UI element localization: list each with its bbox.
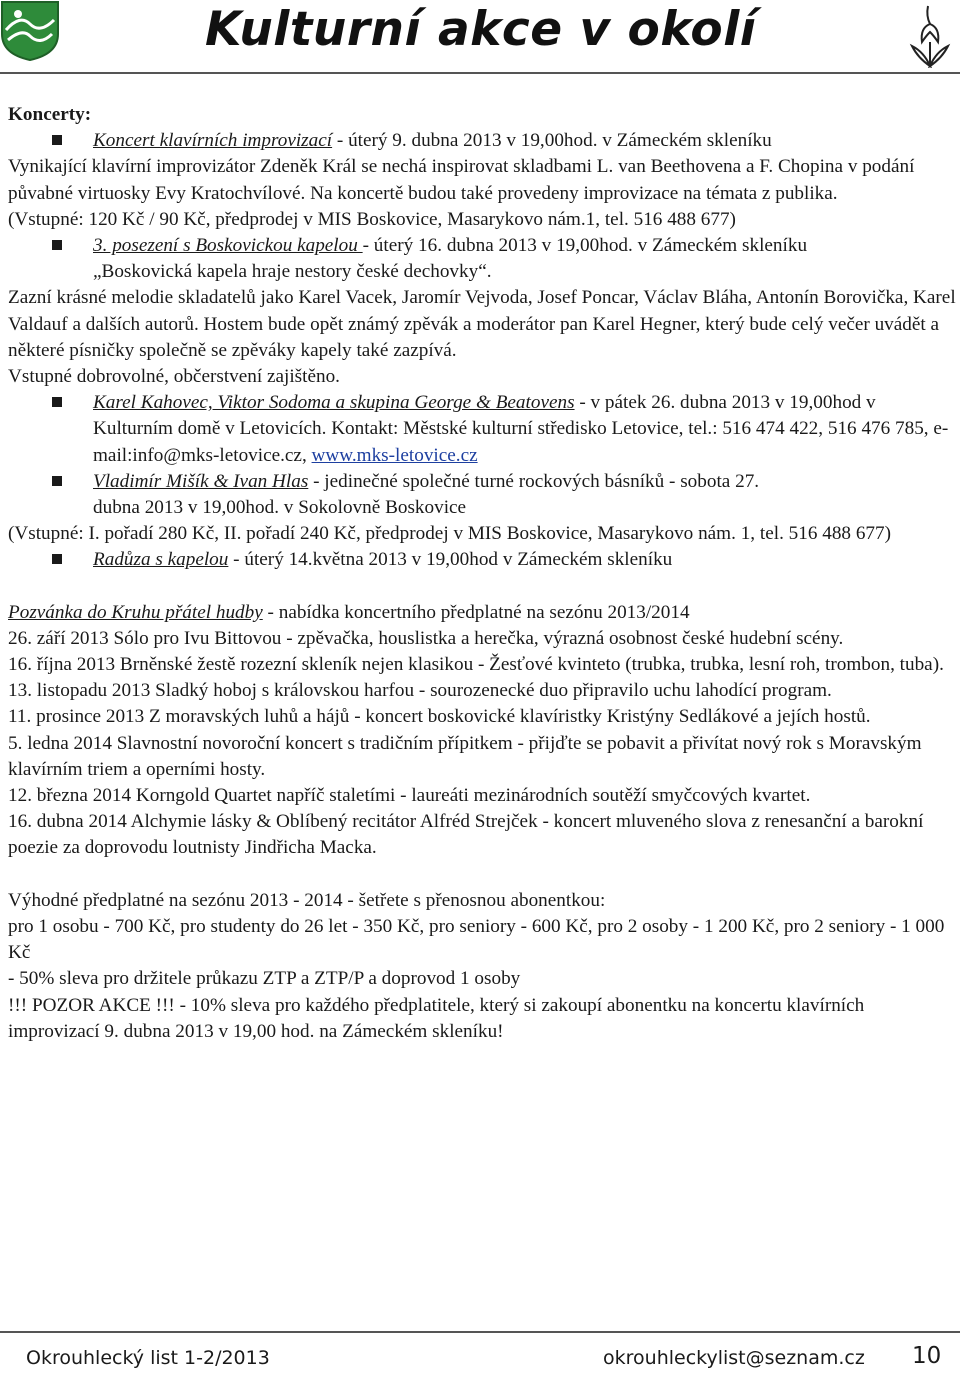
concert-item-2 (8, 233, 958, 259)
subscription-line: !!! POZOR AKCE !!! - 10% sleva pro každého předplatitele, který si zakoupí abonentku na koncertu klavírních improvizací 9. dubna 2013 v 19,00 hod. na Zámeckém skleníku! (8, 994, 865, 1042)
section-spacer (8, 574, 958, 600)
concert-detail-2: - úterý 16. dubna 2013 v 19,00hod. v Zámeckém skleníku (362, 235, 808, 257)
article-body (8, 102, 958, 1045)
concert-date-4: dubna 2013 v 19,00hod. v Sokolovně Boskovice (93, 497, 467, 519)
subscription-line: - 50% sleva pro držitele průkazu ZTP a ZTP/P a doprovod 1 osoby (8, 968, 521, 990)
concert-description-2: Zazní krásné melodie skladatelů jako Karel Vacek, Jaromír Vejvoda, Josef Poncar, Václav Bláha, Antonín Borovička, Karel Valdauf a dalších autorů. Hostem bude opět známý zpěvák a moderátor pan Karel Hegner, který bude celý večer uvádět a některé písničky společně se zpěváky kapely také zazpívá. (8, 287, 956, 361)
concert-link-1[interactable]: Koncert klavírních improvizací (93, 130, 333, 152)
page-header (0, 0, 960, 86)
event-item: 16. října 2013 Brněnské žestě rozezní skleník nejen klasikou - Žesťové kvinteto (trubka, trubka, lesní roh, trombon, tuba). (8, 654, 944, 676)
concert-tickets-1: (Vstupné: 120 Kč / 90 Kč, předprodej v MIS Boskovice, Masarykovo nám.1, tel. 516 488 677) (8, 208, 736, 230)
concerts-heading: Koncerty: (8, 104, 92, 125)
event-item: 12. března 2014 Korngold Quartet napříč staletími - laureáti mezinárodních soutěží smyčcových kvartet. (8, 785, 811, 807)
event-item: 11. prosince 2013 Z moravských luhů a hájů - koncert boskovické klavíristky Kristýny Sedlákové a jejích hostů. (8, 706, 871, 728)
header-divider (0, 72, 960, 74)
event-item: 13. listopadu 2013 Sladký hoboj s královskou harfou - sourozenecké duo připravilo uchu lahodící program. (8, 680, 832, 702)
invitation-line (8, 600, 958, 626)
page-footer (0, 1331, 960, 1384)
concert-description-1: Vynikající klavírní improvizátor Zdeněk Král se nechá inspirovat skladbami L. van Beethovena a F. Chopina v podání půvabné virtuosky Evy Kratochvílové. Na koncertě budou také provedeny improvizace na témata z publika. (8, 156, 915, 204)
concert-item-4 (8, 469, 958, 495)
event-item: 5. ledna 2014 Slavnostní novoroční koncert s tradičním přípitkem - přijďte se pobavit a přivítat nový rok s Moravským klavírním triem a operními hosty. (8, 732, 922, 780)
subscription-line: Výhodné předplatné na sezónu 2013 - 2014 - šetřete s přenosnou abonentkou: (8, 889, 606, 911)
page-number: 10 (912, 1343, 942, 1369)
snowdrop-flower-icon (904, 2, 956, 68)
concert-item-5 (8, 547, 958, 573)
concert-quote-2: „Boskovická kapela hraje nestory české dechovky“. (93, 261, 492, 283)
concert-detail-1: - úterý 9. dubna 2013 v 19,00hod. v Zámeckém skleníku (332, 130, 772, 152)
invitation-link[interactable]: Pozvánka do Kruhu přátel hudby (8, 601, 263, 623)
subscription-line: pro 1 osobu - 700 Kč, pro studenty do 26 let - 350 Kč, pro seniory - 600 Kč, pro 2 osoby - 1 200 Kč, pro 2 seniory - 1 000 Kč (8, 915, 945, 964)
concert-link-2[interactable]: 3. posezení s Boskovickou kapelou (93, 235, 363, 257)
footer-divider (0, 1331, 960, 1333)
publication-name: Okrouhlecký list 1-2/2013 (26, 1347, 270, 1369)
concert-detail-4: - jedinečné společné turné rockových básníků - sobota 27. (308, 470, 760, 492)
concert-entry-2: Vstupné dobrovolné, občerstvení zajištěno. (8, 366, 340, 388)
concert-detail-5: - úterý 14.května 2013 v 19,00hod v Zámeckém skleníku (228, 549, 673, 571)
concert-item-1 (8, 128, 958, 154)
concert-item-3 (8, 390, 958, 469)
section-spacer (8, 862, 958, 888)
contact-email: okrouhleckylist@seznam.cz (603, 1347, 865, 1369)
concert-detail-3: - v pátek 26. dubna 2013 v 19,00hod v Kulturním domě v Letovicích. Kontakt: Městské kulturní středisko Letovice, tel.: 516 474 422, 516 476 785, e-mail:info@mks-letovice.cz, (93, 392, 949, 466)
concert-tickets-4: (Vstupné: I. pořadí 280 Kč, II. pořadí 240 Kč, předprodej v MIS Boskovice, Masarykovo nám. 1, tel. 516 488 677) (8, 523, 891, 545)
event-item: 26. září 2013 Sólo pro Ivu Bittovou - zpěvačka, houslistka a herečka, výrazná osobnost české hudební scény. (8, 627, 844, 649)
event-item: 16. dubna 2014 Alchymie lásky & Oblíbený recitátor Alfréd Strejček - koncert mluveného slova z renesanční a barokní poezie za doprovodu loutnisty Jindřicha Macka. (8, 811, 924, 859)
page-title: Kulturní akce v okolí (205, 2, 757, 57)
concert-link-5[interactable]: Radůza s kapelou (93, 549, 229, 571)
concert-link-4[interactable]: Vladimír Mišík & Ivan Hlas (93, 470, 309, 492)
concert-link-3[interactable]: Karel Kahovec, Viktor Sodoma a skupina George & Beatovens (93, 392, 575, 414)
website-link[interactable]: www.mks-letovice.cz (311, 444, 478, 466)
municipal-emblem-icon (0, 0, 60, 62)
invitation-detail: - nabídka koncertního předplatné na sezónu 2013/2014 (262, 601, 690, 623)
